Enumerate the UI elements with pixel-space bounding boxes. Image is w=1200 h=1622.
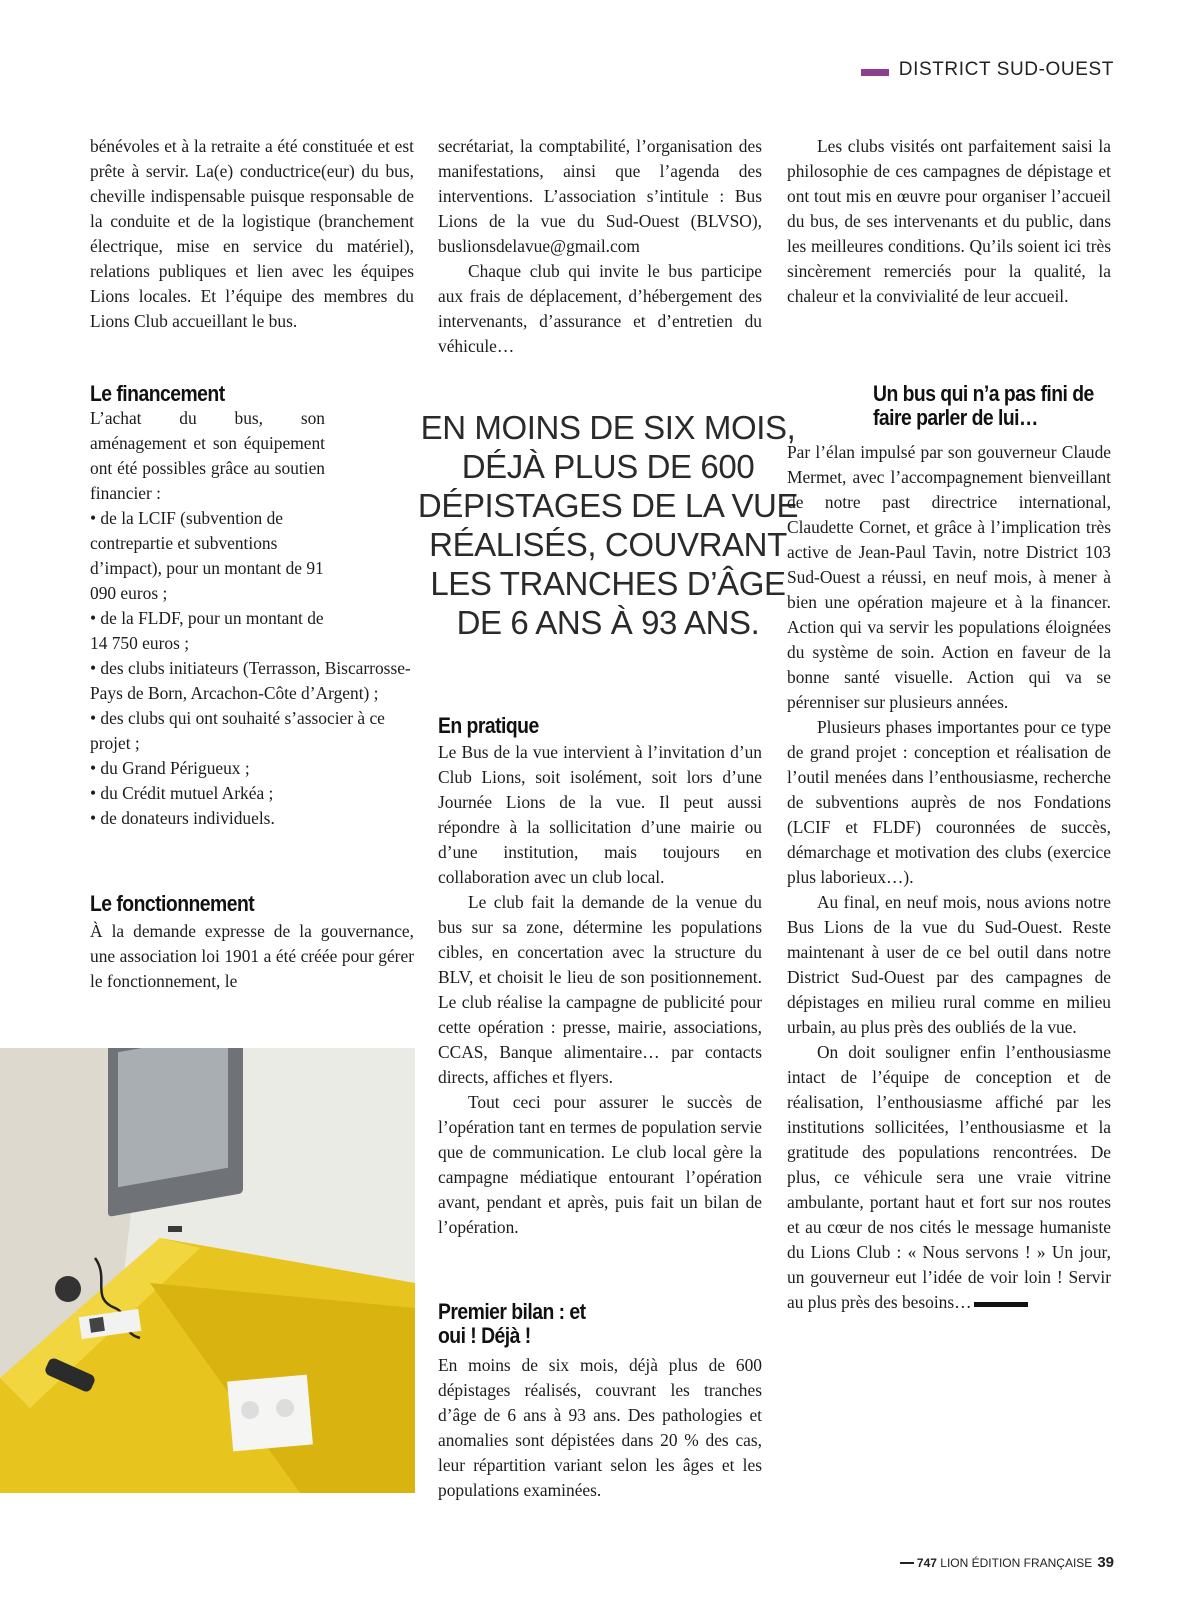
list-item: • de la FLDF, pour un montant de 14 750 euros ; (90, 608, 324, 653)
paragraph: Les clubs visités ont parfaitement saisi la philosophie de ces campagnes de dépistage et ont tout mis en œuvre pour organiser l’accueil du bus, de ses intervenants et du public, dans les meilleures conditions. Qu’ils soient ici très sincèrement remerciés pour la qualité, la chaleur et la convivialité de leur accueil. (787, 136, 1111, 306)
page-footer (900, 1554, 1114, 1571)
heading-fonctionnement: Le fonctionnement (90, 891, 255, 916)
heading-en-pratique: En pratique (438, 713, 539, 738)
pull-quote: EN MOINS DE SIX MOIS, DÉJÀ PLUS DE 600 DÉPISTAGES DE LA VUE RÉALISÉS, COUVRANT LES TRANCHES D’ÂGE DE 6 ANS À 93 ANS. (417, 409, 799, 641)
section-title: DISTRICT SUD-OUEST (898, 59, 1114, 80)
list-item: • du Crédit mutuel Arkéa ; (90, 783, 274, 803)
paragraph: Par l’élan impulsé par son gouverneur Claude Mermet, avec l’accompagnement bienveillant de notre past directrice international, Claudette Cornet, et grâce à l’implication très active de Jean-Paul Tavin, notre District 103 Sud-Ouest a réussi, en neuf mois, à mener à bien une opération majeure et à la financer. Action qui va servir les populations éloignées du système de soin. Action en faveur de la bonne santé visuelle. Action qui va se pérenniser sur plusieurs années. (787, 442, 1111, 712)
issue-number: 747 (916, 1555, 937, 1570)
page-number: 39 (1097, 1554, 1114, 1571)
section-accent-bar (861, 69, 889, 76)
heading-financement: Le financement (90, 381, 225, 406)
paragraph: Chaque club qui invite le bus participe aux frais de déplacement, d’hébergement des intervenants, d’assurance et d’entretien du véhicule… (438, 261, 762, 356)
bilan-block (438, 1353, 762, 1503)
paragraph: Le Bus de la vue intervient à l’invitation d’un Club Lions, soit isolément, soit lors d’une Journée Lions de la vue. Il peut aussi répondre à la sollicitation d’une mairie ou d’une institution, mais toujours en collaboration avec un club local. (438, 742, 762, 887)
section-tag (861, 59, 1114, 81)
paragraph: L’achat du bus, son aménagement et son équipement ont été possibles grâce au soutien financier : (90, 408, 325, 503)
paragraph (787, 1040, 1111, 1315)
fonctionnement-block (90, 919, 414, 994)
column-2 (438, 134, 762, 359)
end-of-article-mark (974, 1302, 1028, 1307)
bus-block (787, 440, 1111, 1315)
list-item: • des clubs qui ont souhaité s’associer à ce projet ; (90, 708, 385, 753)
funding-list (90, 506, 414, 831)
heading-un-bus: Un bus qui n’a pas fini de faire parler de lui… (873, 381, 1094, 430)
paragraph: Plusieurs phases importantes pour ce type de grand projet : conception et réalisation de l’outil menées dans l’enthousiasme, recherche de subventions auprès de nos Fondations (LCIF et FLDF) couronnées de succès, démarchage et motivation des clubs (exercice plus laborieux…). (787, 717, 1111, 887)
paragraph: secrétariat, la comptabilité, l’organisation des manifestations, ainsi que l’agenda des interventions. L’association s’intitule : Bus Lions de la vue du Sud-Ouest (BLVSO), buslionsdelavue@gmail.com (438, 136, 762, 256)
list-item: • du Grand Périgueux ; (90, 758, 250, 778)
paragraph: À la demande expresse de la gouvernance, une association loi 1901 a été créée pour gérer le fonctionnement, le (90, 921, 414, 991)
pratique-block (438, 740, 762, 1240)
paragraph: bénévoles et à la retraite a été constituée et est prête à servir. La(e) conductrice(eur) du bus, cheville indispensable puisque responsable de la conduite et de la logistique (branchement électrique, mise en service du matériel), relations publiques et lien avec les équipes Lions locales. Et l’équipe des membres du Lions Club accueillant le bus. (90, 136, 414, 331)
column-1 (90, 134, 414, 334)
list-item: • des clubs initiateurs (Terrasson, Biscarrosse-Pays de Born, Arcachon-Côte d’Argent) ; (90, 658, 411, 703)
final-paragraph-text: On doit souligner enfin l’enthousiasme intact de l’équipe de conception et de réalisation, l’enthousiasme affiché par les institutions sollicitées, l’enthousiasme et la gratitude des populations rencontrées. De plus, ce véhicule sera une vraie vitrine ambulante, portant haut et fort sur nos routes et au cœur de nos cités le message humaniste du Lions Club : « Nous servons ! » Un jour, un gouverneur eut l’idée de voir loin ! Servir au plus près des besoins… (787, 1042, 1111, 1312)
paragraph: En moins de six mois, déjà plus de 600 dépistages réalisés, couvrant les tranches d’âge de 6 ans à 93 ans. Des pathologies et anomalies sont dépistées dans 20 % des cas, leur répartition variant selon les âges et les populations examinées. (438, 1355, 762, 1500)
column-3 (787, 134, 1111, 309)
financement-block (90, 406, 414, 831)
paragraph: Le club fait la demande de la venue du bus sur sa zone, détermine les populations cibles, en concertation avec la structure du BLV, et choisit le lieu de son positionnement. Le club réalise la campagne de publicité pour cette opération : presse, mairie, associations, CCAS, Banque alimentaire… par contacts directs, affiches et flyers. (438, 892, 762, 1087)
bus-interior-photo (0, 1048, 415, 1493)
paragraph: Tout ceci pour assurer le succès de l’opération tant en termes de population servie que de communication. Le club local gère la campagne médiatique entourant l’opération avant, pendant et après, puis fait un bilan de l’opération. (438, 1092, 762, 1237)
heading-premier-bilan: Premier bilan : et oui ! Déjà ! (438, 1299, 586, 1348)
list-item: • de donateurs individuels. (90, 808, 275, 828)
paragraph: Au final, en neuf mois, nous avions notre Bus Lions de la vue du Sud-Ouest. Reste maintenant à user de ce bel outil dans notre District Sud-Ouest par des campagnes de dépistages en milieu rural comme en milieu urbain, au plus près des oubliés de la vue. (787, 892, 1111, 1037)
list-item: • de la LCIF (subvention de contrepartie et subventions d’impact), pour un montant de 91 090 euros ; (90, 508, 324, 603)
magazine-name: LION ÉDITION FRANÇAISE (940, 1555, 1093, 1570)
footer-dash (900, 1562, 914, 1564)
